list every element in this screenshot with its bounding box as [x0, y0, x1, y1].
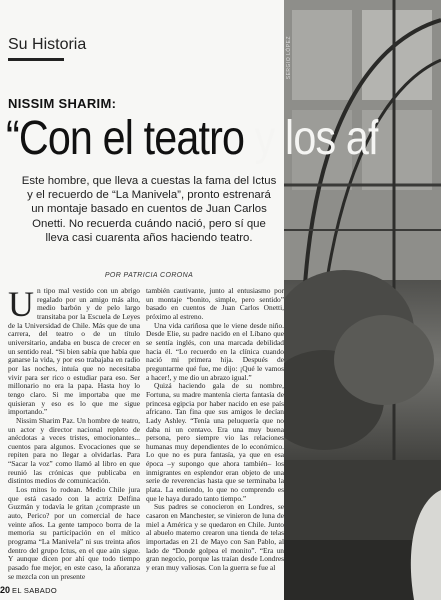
paragraph: también cautivante, junto al entusiasmo por un montaje “bonito, simple, pero sentido” basado en cuentos de Juan Carlos Onetti, próximo al estreno. [146, 286, 284, 321]
deck: Este hombre, que lleva a cuestas la fama del Ictus y el recuerdo de “La Manivela”, pronto estrenará un montaje basado en cuentos de Juan Carlos Onetti. No recuerda cuándo nació, pero sí que lleva casi cuarenta años haciendo teatro. [21, 175, 277, 244]
paragraph: n tipo mal vestido con un abrigo regalado por un amigo más alto, medio barbón y de pelo largo transitaba por la Escuela de Leyes de la Universidad de Chile. Más que de una carrera, del teatro o de un título universitario, andaba en busca de crecer en un sentido real. “Si bien sabía que había que ganarse la vida, y por eso trabajaba en radio por las noches, intuía que no necesitaba vivir para ser rico o estudiar para eso. Ser millonario no era la papa. Hasta hoy lo tengo claro. Si me importaba que me quisieran y eso es lo que me sigue importando.” [8, 286, 140, 417]
magazine-name: EL SABADO [12, 586, 57, 595]
paragraph: Nissim Sharim Paz. Un hombre de teatro, un actor y director nacional repleto de anécdotas a veces tristes, emocionantes... cuentos para algunos. Evocaciones que se repiten para no llegar a olvidarlas. Para “Sacar la voz” como llamó al libro en que reunió las crónicas que publicaba en distintos medios de comunicación. [8, 415, 140, 486]
headline-part-2: y los af [244, 112, 379, 165]
photo-illustration [284, 0, 441, 600]
page-footer [0, 585, 57, 595]
paragraph: Quizá haciendo gala de su nombre, Fortuna, su madre mantenía cierta fantasía de princesa egipcia por haber nacido en ese país africano. Tan fina que sus amigos le decían Lady Ashley. “Tenía una peluquería que no daba ni un centavo. Era una muy buena persona, pero siempre vio las relaciones humanas muy dependientes de lo económico. Lo que no es pura fantasía, ya que en esa época –y supongo que ahora también– los inmigrantes en esplendor eran objeto de una serie de reverencias hasta que se terminaba la plata. La entiendo, lo que no comprendo es que le haya durado tanto tiempo.” [146, 381, 284, 503]
page-number: 20 [0, 585, 11, 595]
photo-credit: SERGIO LÓPEZ [286, 36, 292, 80]
portrait-photo [284, 0, 441, 600]
section-divider [8, 58, 64, 61]
drop-cap: U [8, 284, 34, 324]
headline-part-1: “Con el teatro [6, 112, 245, 165]
kicker: NISSIM SHARIM: [8, 96, 117, 111]
paragraph: Sus padres se conocieron en Londres, se casaron en Manchester, se vinieron de luna de miel a América y se quedaron en Chile. Junto al abuelo materno crearon una tienda de telas importadas en 21 de Mayo con San Pablo, al lado de “Donde golpea el monito”. “Era un gran negocio, porque las traían desde Londres y eran muy valiosas. Con la guerra se fue al [146, 502, 284, 572]
article-column-1 [8, 284, 140, 581]
paragraph: Los mitos lo rodean. Medio Chile jura que está casado con la actriz Delfina Guzmán y todavía le gritan ¿compraste un auto, Perico? por un comercial de hace veinte años. La gente tampoco borra de la memoria su participación en el mítico programa “La Manivela” ni sus treinta años dentro del grupo Ictus, en el que aún sigue. Y aunque dicen por ahí que todo tiempo pasado fue mejor, en este caso, la añoranza se mezcla con un presente [8, 485, 140, 581]
paragraph: Una vida cariñosa que le viene desde niño. Desde Elie, su padre nacido en el Líbano que se sentía inglés, con una marcada debilidad hacia él. “Lo recuerdo en la clínica cuando nació mi primera hija. Después de preguntarme qué fue, me dijo: ¡Qué le vamos a hacer!, y me dio un abrazo igual.” [146, 320, 284, 382]
section-title: Su Historia [8, 36, 87, 53]
byline: POR PATRICIA CORONA [104, 272, 194, 279]
headline [6, 111, 378, 169]
article-column-2 [146, 287, 284, 573]
